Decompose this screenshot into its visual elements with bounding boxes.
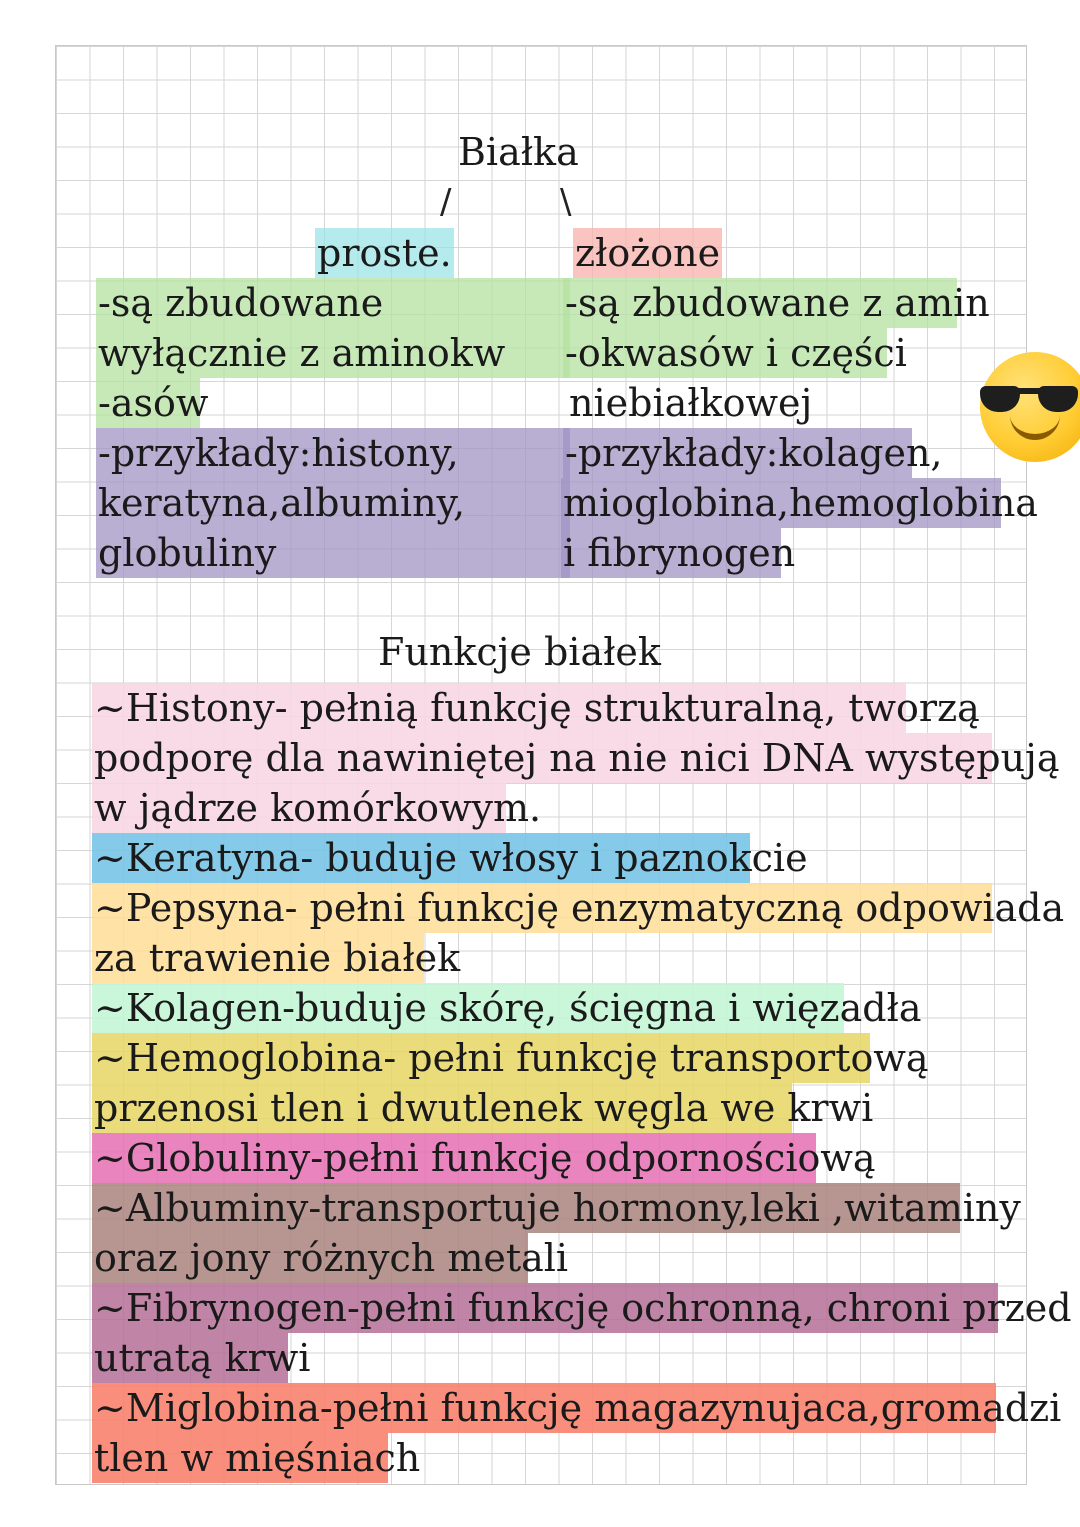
simple-line: globuliny: [96, 528, 570, 578]
function-line: ~Keratyna- buduje włosy i paznokcie: [92, 833, 750, 883]
branch-right: \: [560, 182, 572, 222]
function-line: ~Histony- pełnią funkcję strukturalną, tworzą: [92, 683, 906, 733]
function-line: podporę dla nawiniętej na nie nici DNA występują: [92, 733, 992, 783]
sunglasses-emoji-icon: [980, 352, 1080, 462]
complex-line: -przykłady:kolagen,: [563, 428, 912, 478]
complex-title: złożone: [573, 228, 722, 278]
function-line: ~Miglobina-pełni funkcję magazynujaca,gromadzi: [92, 1383, 996, 1433]
function-line: przenosi tlen i dwutlenek węgla we krwi: [92, 1083, 792, 1133]
simple-line: -są zbudowane: [96, 278, 570, 328]
branch-left: /: [440, 182, 452, 222]
sunglasses-lens-left: [980, 386, 1020, 412]
functions-title: Funkcje białek: [378, 630, 661, 674]
function-line: w jądrze komórkowym.: [92, 783, 506, 833]
function-line: za trawienie białek: [92, 933, 424, 983]
complex-line: -okwasów i części: [563, 328, 887, 378]
complex-line: mioglobina,hemoglobina: [561, 478, 1001, 528]
complex-line: i fibrynogen: [561, 528, 781, 578]
sunglasses-lens-right: [1038, 386, 1078, 412]
complex-line: niebiałkowej: [569, 381, 813, 425]
simple-line: keratyna,albuminy,: [96, 478, 570, 528]
simple-title: proste.: [315, 228, 454, 278]
function-line: ~Kolagen-buduje skórę, ścięgna i więzadła: [92, 983, 844, 1033]
function-line: ~Globuliny-pełni funkcję odpornościową: [92, 1133, 816, 1183]
function-line: tlen w mięśniach: [92, 1433, 388, 1483]
function-line: ~Albuminy-transportuje hormony,leki ,witaminy: [92, 1183, 960, 1233]
sunglasses-bridge: [1018, 388, 1040, 394]
emoji-smile: [1010, 410, 1060, 440]
heading: Białka: [458, 130, 579, 174]
function-line: utratą krwi: [92, 1333, 288, 1383]
function-line: ~Pepsyna- pełni funkcję enzymatyczną odpowiada: [92, 883, 992, 933]
complex-line: -są zbudowane z amin: [563, 278, 957, 328]
simple-line: -asów: [96, 378, 200, 428]
function-line: ~Hemoglobina- pełni funkcję transportową: [92, 1033, 870, 1083]
simple-line: -przykłady:histony,: [96, 428, 570, 478]
simple-line: wyłącznie z aminokw: [96, 328, 570, 378]
function-line: oraz jony różnych metali: [92, 1233, 528, 1283]
function-line: ~Fibrynogen-pełni funkcję ochronną, chroni przed: [92, 1283, 998, 1333]
